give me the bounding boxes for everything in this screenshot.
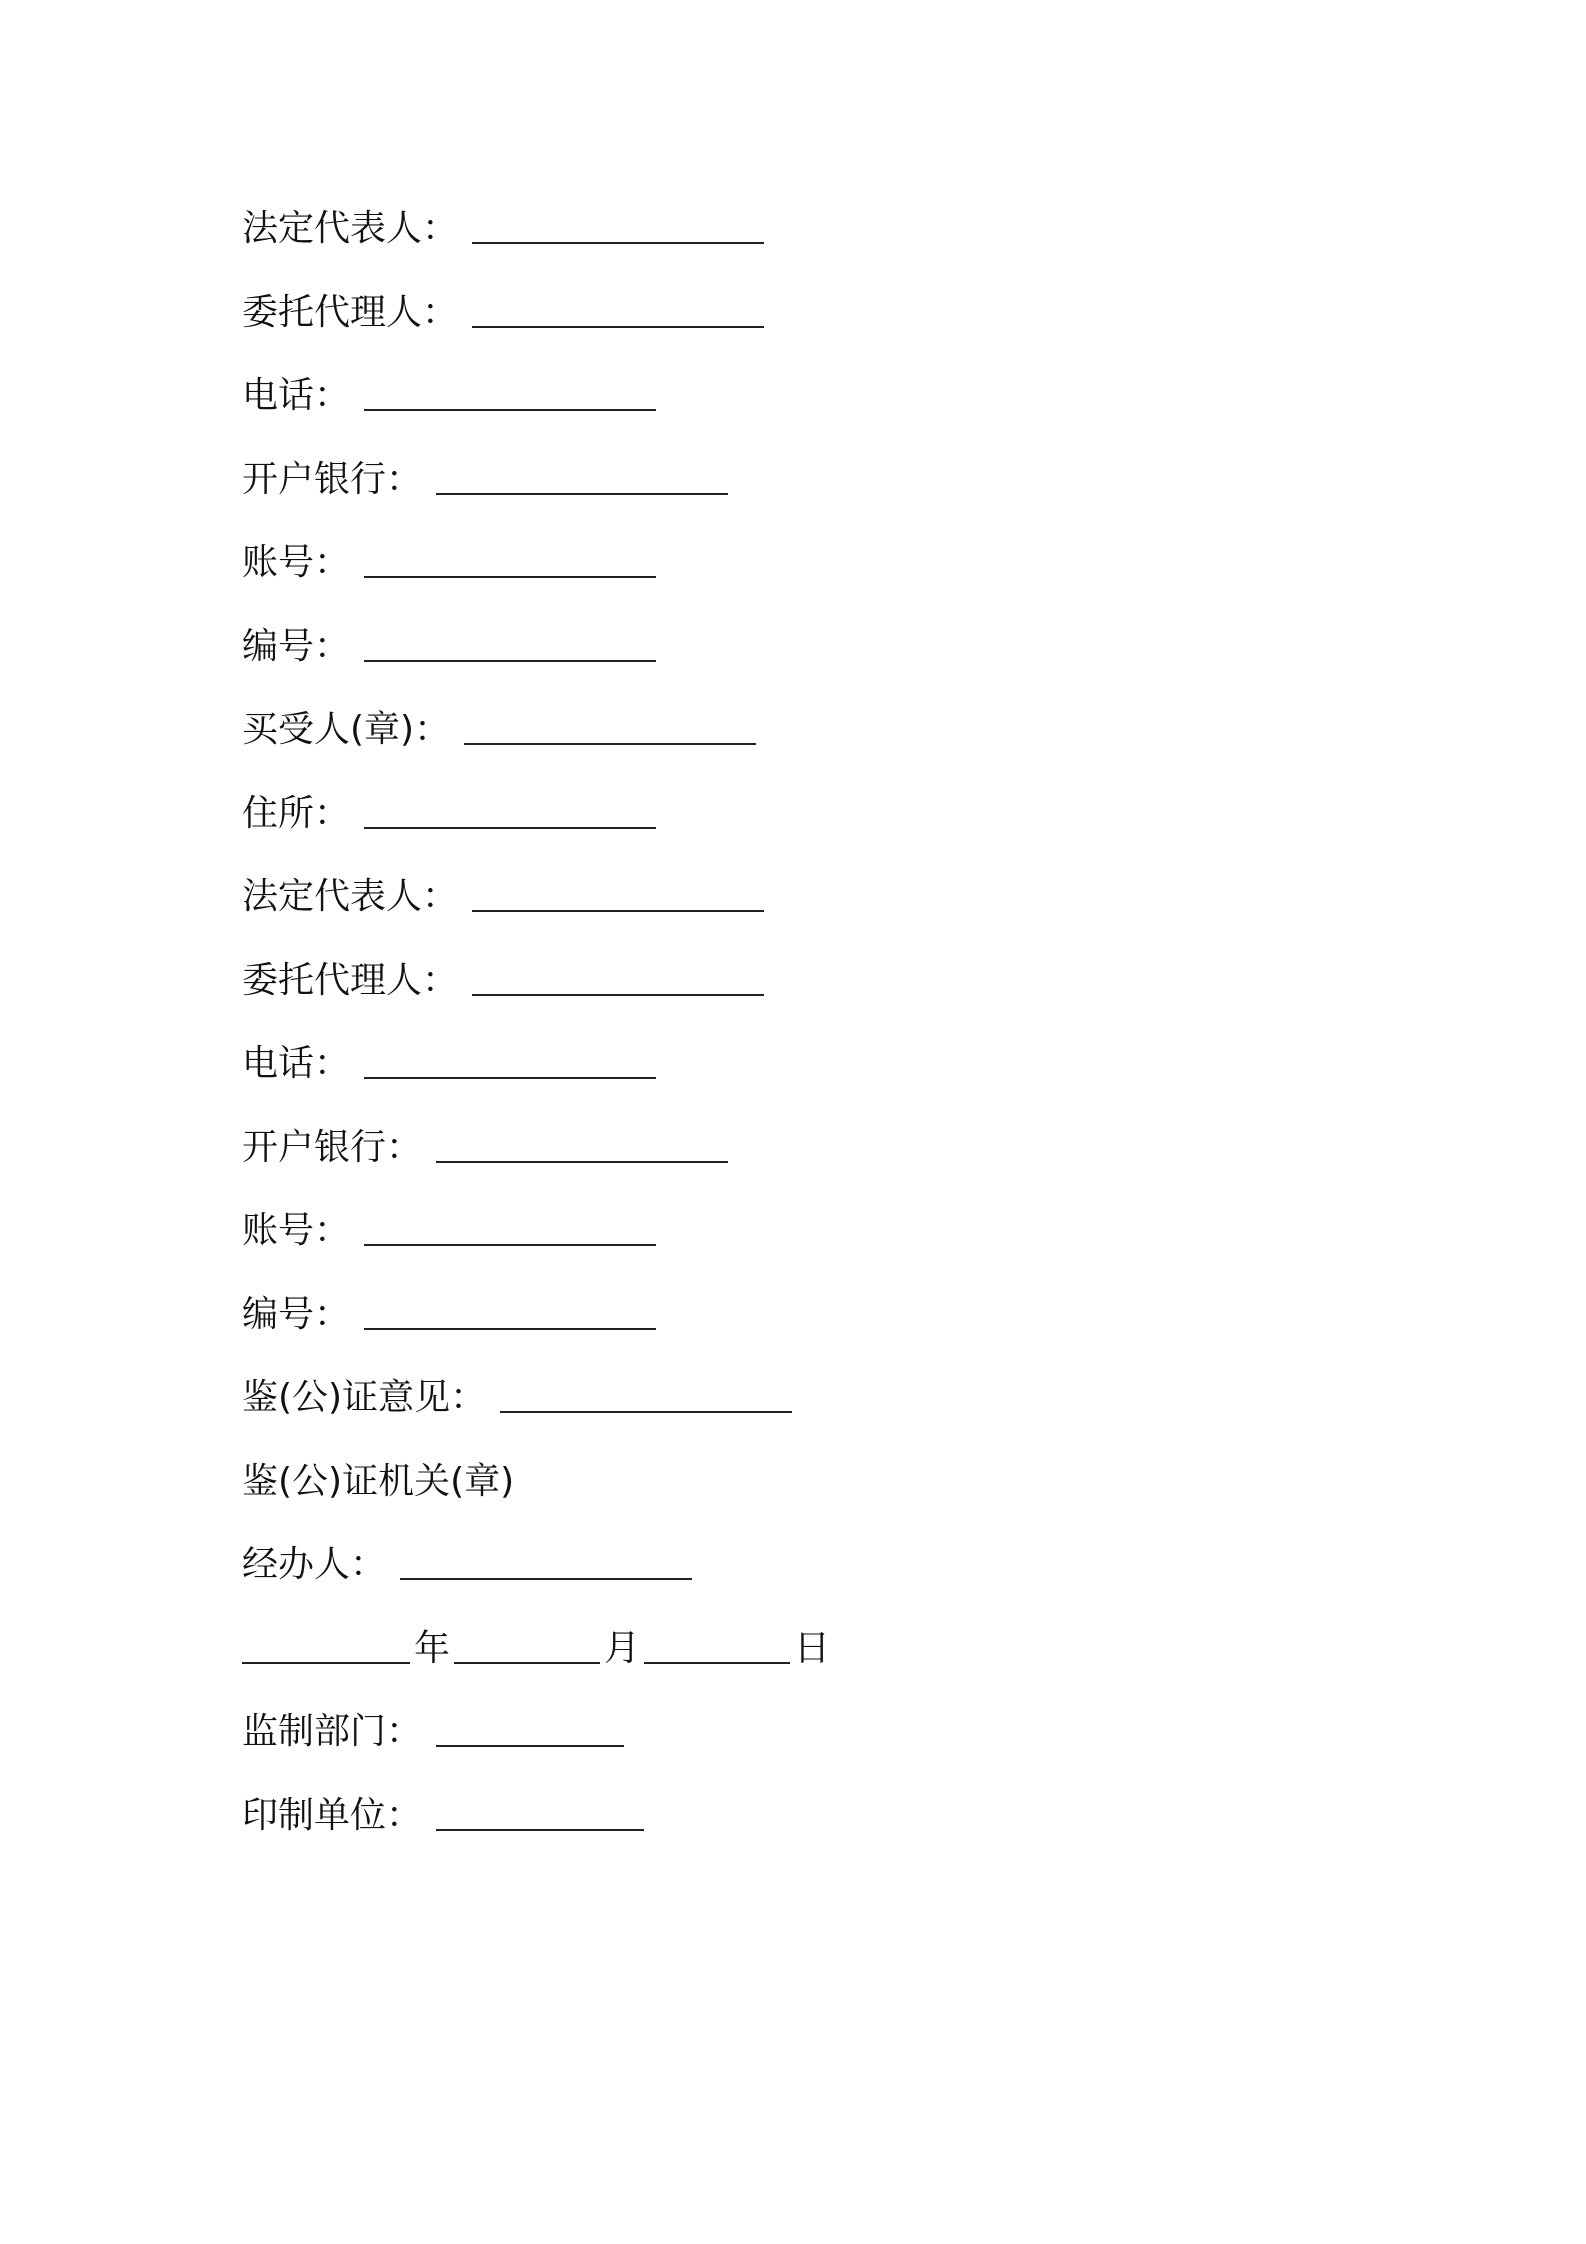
fill-blank (436, 1791, 644, 1831)
fill-blank (400, 1540, 692, 1580)
field-label: 鉴(公)证意见： (242, 1377, 487, 1418)
field-label: 账号： (242, 542, 351, 583)
fill-blank (364, 1290, 656, 1330)
field-label: 鉴(公)证机关(章) (242, 1460, 515, 1502)
fill-blank (364, 622, 656, 662)
field-label: 经办人： (242, 1544, 387, 1585)
buyer-account-line (242, 1202, 1342, 1286)
year-label: 年 (414, 1627, 451, 1669)
fill-blank (364, 1039, 656, 1079)
buyer-name-line (242, 701, 1342, 785)
buyer-address-line (242, 785, 1342, 869)
printer-line (242, 1787, 1342, 1871)
month-label: 月 (604, 1627, 641, 1669)
fill-blank (364, 1206, 656, 1246)
buyer-agent-line (242, 952, 1342, 1036)
fill-blank (472, 872, 764, 912)
field-label: 开户银行： (242, 458, 423, 500)
field-label: 开户银行： (242, 1126, 423, 1168)
seller-agent-line (242, 284, 1342, 368)
day-blank (644, 1624, 790, 1664)
field-label: 法定代表人： (242, 876, 459, 917)
fill-blank (472, 204, 764, 244)
signature-block (242, 200, 1342, 1870)
handler-line (242, 1536, 1342, 1620)
fill-blank (472, 288, 764, 328)
year-blank (242, 1624, 410, 1664)
buyer-code-line (242, 1286, 1342, 1370)
field-label: 印制单位： (242, 1794, 423, 1836)
fill-blank (364, 538, 656, 578)
field-label: 电话： (242, 1043, 351, 1084)
fill-blank (364, 371, 656, 411)
buyer-phone-line (242, 1035, 1342, 1119)
field-label: 监制部门： (242, 1711, 423, 1752)
notary-opinion-line (242, 1369, 1342, 1453)
buyer-legal-rep-line (242, 868, 1342, 952)
fill-blank (364, 789, 656, 829)
seller-code-line (242, 618, 1342, 702)
field-label: 法定代表人： (242, 208, 459, 249)
field-label: 住所： (242, 792, 351, 834)
seller-bank-line (242, 451, 1342, 535)
date-line (242, 1620, 1342, 1704)
month-blank (454, 1624, 600, 1664)
day-label: 日 (794, 1627, 831, 1669)
seller-account-line (242, 534, 1342, 618)
field-label: 账号： (242, 1210, 351, 1251)
notary-authority-line (242, 1453, 1342, 1537)
fill-blank (436, 455, 728, 495)
fill-blank (436, 1707, 624, 1747)
seller-phone-line (242, 367, 1342, 451)
fill-blank (464, 705, 756, 745)
field-label: 编号： (242, 625, 351, 667)
field-label: 电话： (242, 375, 351, 416)
field-label: 买受人(章)： (242, 709, 451, 750)
fill-blank (436, 1123, 728, 1163)
field-label: 委托代理人： (242, 291, 459, 333)
buyer-bank-line (242, 1119, 1342, 1203)
fill-blank (500, 1373, 792, 1413)
supervisor-line (242, 1703, 1342, 1787)
fill-blank (472, 956, 764, 996)
field-label: 委托代理人： (242, 959, 459, 1001)
field-label: 编号： (242, 1293, 351, 1335)
seller-legal-rep-line (242, 200, 1342, 284)
